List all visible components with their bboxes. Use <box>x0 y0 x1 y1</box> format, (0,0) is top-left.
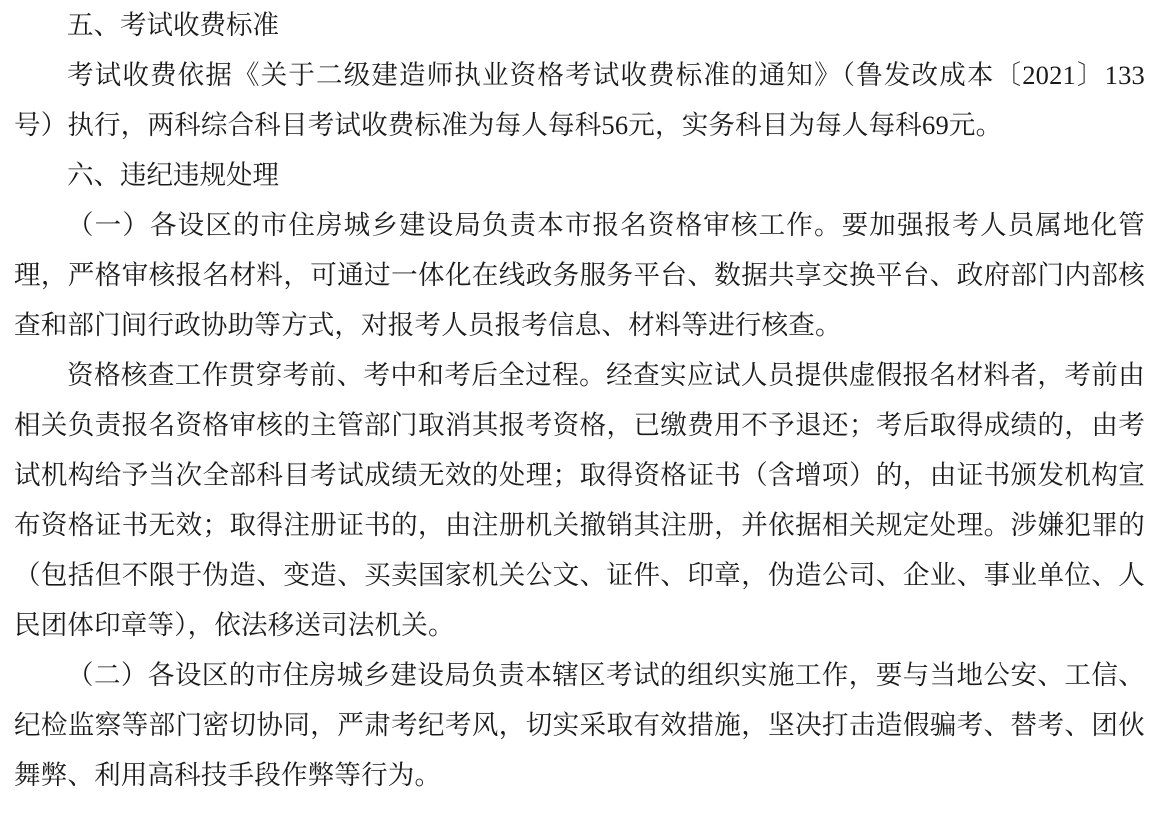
paragraph-qualification-review: 资格核查工作贯穿考前、考中和考后全过程。经查实应试人员提供虚假报名材料者，考前由相关负责报名资格审核的主管部门取消其报考资格，已缴费用不予退还；考后取得成绩的，由考试机构给予当次全部科目考试成绩无效的处理；取得资格证书（含增项）的，由证书颁发机构宣布资格证书无效；取得注册证书的，由注册机关撤销其注册，并依据相关规定处理。涉嫌犯罪的（包括但不限于伪造、变造、买卖国家机关公文、证件、印章，伪造公司、企业、事业单位、人民团体印章等），依法移送司法机关。 <box>14 360 1145 640</box>
section-heading-fee-standard: 五、考试收费标准 <box>67 10 279 40</box>
section-heading-violation-handling: 六、违纪违规处理 <box>67 160 279 190</box>
paragraph-item-one: （一）各设区的市住房城乡建设局负责本市报名资格审核工作。要加强报考人员属地化管理，严格审核报名材料，可通过一体化在线政务服务平台、数据共享交换平台、政府部门内部核查和部门间行政协助等方式，对报考人员报考信息、材料等进行核查。 <box>14 210 1145 340</box>
paragraph-item-two: （二）各设区的市住房城乡建设局负责本辖区考试的组织实施工作，要与当地公安、工信、纪检监察等部门密切协同，严肃考纪考风，切实采取有效措施，坚决打击造假骗考、替考、团伙舞弊、利用高科技手段作弊等行为。 <box>14 660 1145 790</box>
paragraph-fee-standard: 考试收费依据《关于二级建造师执业资格考试收费标准的通知》（鲁发改成本〔2021〕133号）执行，两科综合科目考试收费标准为每人每科56元，实务科目为每人每科69元。 <box>14 60 1145 140</box>
